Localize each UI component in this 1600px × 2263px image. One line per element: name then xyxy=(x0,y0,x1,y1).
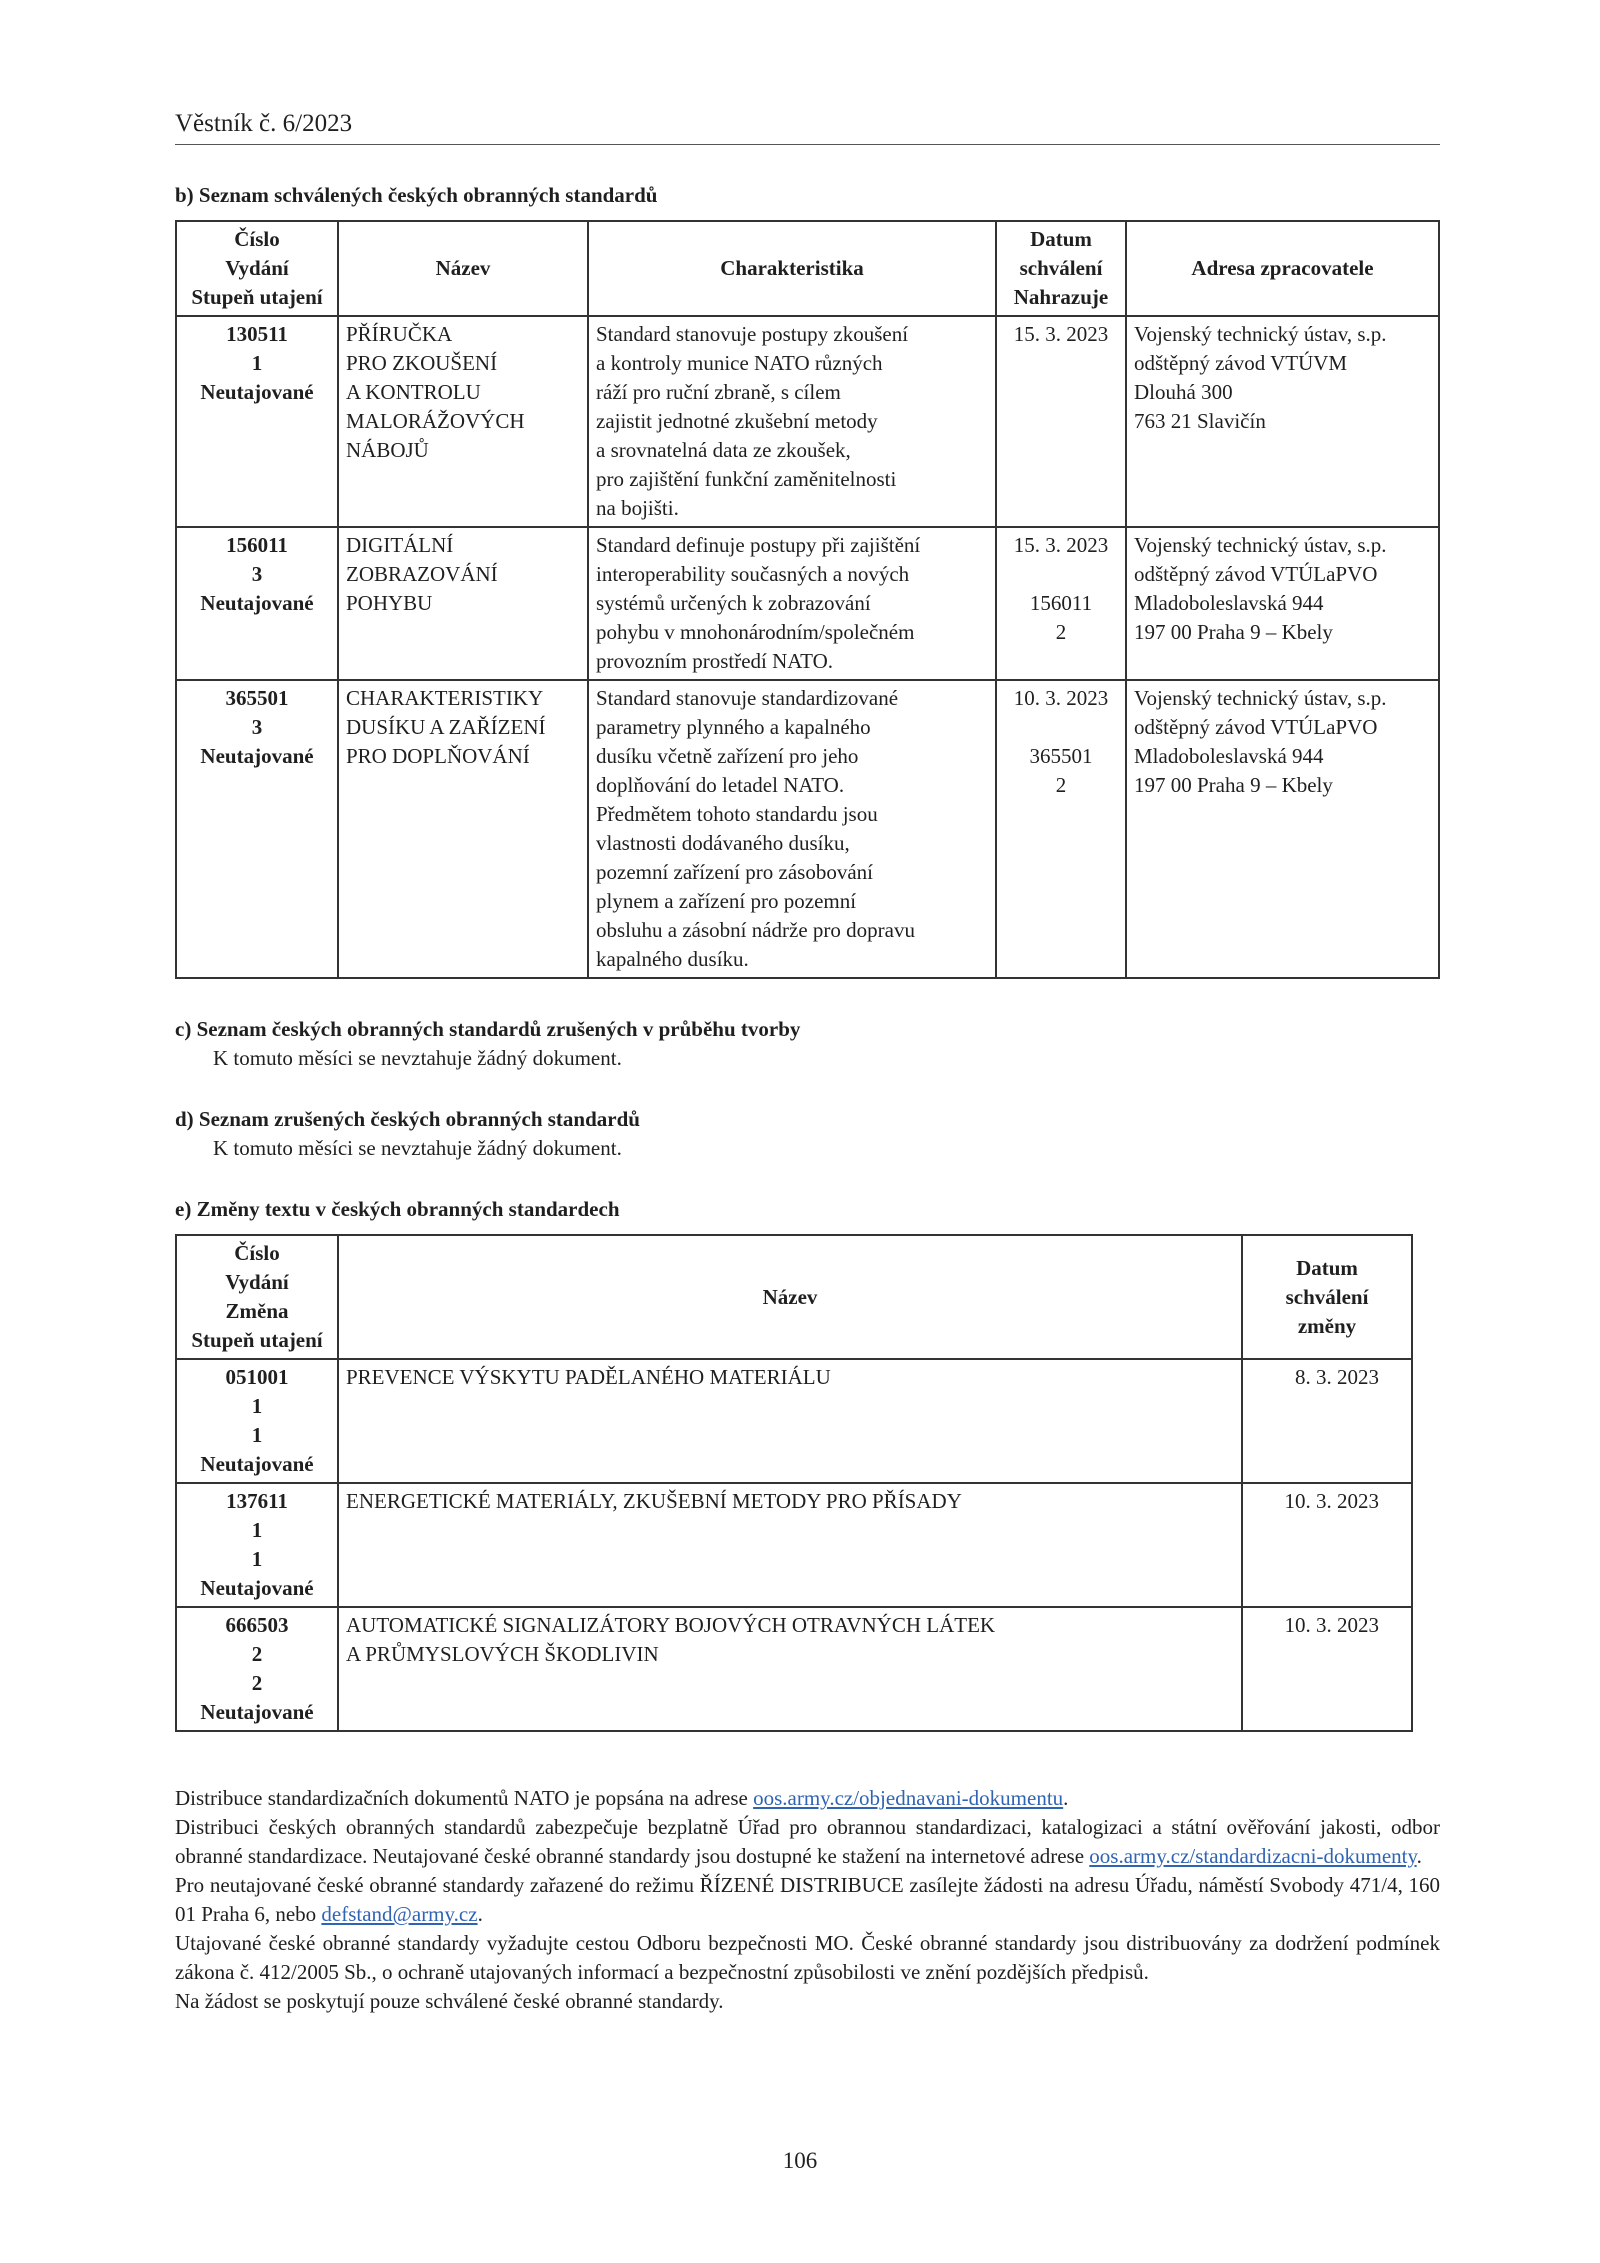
footer-paragraph xyxy=(175,1784,1440,1813)
section-c-title: c) Seznam českých obranných standardů zrušených v průběhu tvorby xyxy=(175,1017,801,1041)
standard-name: AUTOMATICKÉ SIGNALIZÁTORY BOJOVÝCH OTRAVNÝCH LÁTEK A PRŮMYSLOVÝCH ŠKODLIVIN xyxy=(338,1607,1242,1731)
standard-description: Standard stanovuje postupy zkoušení a kontroly munice NATO různých ráží pro ruční zbraně, s cílem zajistit jednotné zkušební metody a srovnatelná data ze zkoušek, pro zajištění funkční zaměnitelnosti na bojišti. xyxy=(588,316,996,527)
col-header-number: Číslo Vydání Stupeň utajení xyxy=(176,221,338,316)
footer-text: Distribuci českých obranných standardů zabezpečuje bezplatně Úřad pro obrannou standardizaci, katalogizaci a státní ověřování jakosti, odbor obranné standardizace. Neutajované české obranné standardy jsou dostupné ke stažení na internetové adrese xyxy=(175,1815,1440,1868)
standard-name: PREVENCE VÝSKYTU PADĚLANÉHO MATERIÁLU xyxy=(338,1359,1242,1483)
standard-name: ENERGETICKÉ MATERIÁLY, ZKUŠEBNÍ METODY PRO PŘÍSADY xyxy=(338,1483,1242,1607)
standard-number: 156011 3 Neutajované xyxy=(176,527,338,680)
table-header-row xyxy=(176,221,1439,316)
footer-paragraph: Utajované české obranné standardy vyžadujte cestou Odboru bezpečnosti MO. České obranné standardy jsou distribuovány za dodržení podmínek zákona č. 412/2005 Sb., o ochraně utajovaných informací a bezpečnostní způsobilosti ve znění pozdějších předpisů. xyxy=(175,1931,1440,1984)
approval-date: 15. 3. 2023 xyxy=(996,316,1126,527)
approval-date: 10. 3. 2023 365501 2 xyxy=(996,680,1126,978)
change-date: 10. 3. 2023 xyxy=(1242,1483,1412,1607)
approved-standards-table xyxy=(175,220,1440,979)
footer-paragraph: Na žádost se poskytují pouze schválené české obranné standardy. xyxy=(175,1989,724,2013)
page-number: 106 xyxy=(782,2148,818,2173)
standards-download-link[interactable]: oos.army.cz/standardizacni-dokumenty xyxy=(1089,1844,1417,1868)
col-header-change-date: Datum schválení změny xyxy=(1242,1235,1412,1359)
table-header-row xyxy=(176,1235,1412,1359)
page-header: Věstník č. 6/2023 xyxy=(175,110,1440,145)
table-row xyxy=(176,316,1439,527)
section-b-title: b) Seznam schválených českých obranných standardů xyxy=(175,183,658,207)
text-changes-table xyxy=(175,1234,1413,1732)
email-link[interactable]: defstand@army.cz xyxy=(321,1902,478,1926)
table-row xyxy=(176,1607,1412,1731)
footer-text: Pro neutajované české obranné standardy zařazené do režimu ŘÍZENÉ DISTRIBUCE zasílejte žádosti na adresu Úřadu, náměstí Svobody 471/4, 160 01 Praha 6, nebo xyxy=(175,1873,1440,1926)
section-d-title: d) Seznam zrušených českých obranných standardů xyxy=(175,1107,640,1131)
processor-address: Vojenský technický ústav, s.p. odštěpný závod VTÚLaPVO Mladoboleslavská 944 197 00 Praha 9 – Kbely xyxy=(1126,527,1439,680)
standard-number: 051001 1 1 Neutajované xyxy=(176,1359,338,1483)
table-row xyxy=(176,527,1439,680)
section-e-title: e) Změny textu v českých obranných standardech xyxy=(175,1197,620,1221)
change-date: 10. 3. 2023 xyxy=(1242,1607,1412,1731)
processor-address: Vojenský technický ústav, s.p. odštěpný závod VTÚLaPVO Mladoboleslavská 944 197 00 Praha 9 – Kbely xyxy=(1126,680,1439,978)
col-header-characteristics: Charakteristika xyxy=(588,221,996,316)
col-header-name: Název xyxy=(338,1235,1242,1359)
standard-number: 130511 1 Neutajované xyxy=(176,316,338,527)
standard-number: 137611 1 1 Neutajované xyxy=(176,1483,338,1607)
standard-name: DIGITÁLNÍ ZOBRAZOVÁNÍ POHYBU xyxy=(338,527,588,680)
section-c-note: K tomuto měsíci se nevztahuje žádný dokument. xyxy=(213,1046,622,1070)
footer-text: . xyxy=(1416,1844,1422,1868)
footer-text: Distribuce standardizačních dokumentů NATO je popsána na adrese xyxy=(175,1786,754,1810)
change-date: 8. 3. 2023 xyxy=(1242,1359,1412,1483)
col-header-name: Název xyxy=(338,221,588,316)
standard-name: PŘÍRUČKA PRO ZKOUŠENÍ A KONTROLU MALORÁŽOVÝCH NÁBOJŮ xyxy=(338,316,588,527)
standard-number: 666503 2 2 Neutajované xyxy=(176,1607,338,1731)
col-header-number: Číslo Vydání Změna Stupeň utajení xyxy=(176,1235,338,1359)
distribution-info xyxy=(175,1784,1440,2016)
footer-text: . xyxy=(477,1902,483,1926)
footer-text: . xyxy=(1063,1786,1069,1810)
standard-name: CHARAKTERISTIKY DUSÍKU A ZAŘÍZENÍ PRO DOPLŇOVÁNÍ xyxy=(338,680,588,978)
footer-paragraph xyxy=(175,1813,1440,1871)
table-row xyxy=(176,1483,1412,1607)
standard-description: Standard stanovuje standardizované parametry plynného a kapalného dusíku včetně zařízení pro jeho doplňování do letadel NATO. Předmětem tohoto standardu jsou vlastnosti dodávaného dusíku, pozemní zařízení pro zásobování plynem a zařízení pro pozemní obsluhu a zásobní nádrže pro dopravu kapalného dusíku. xyxy=(588,680,996,978)
standard-number: 365501 3 Neutajované xyxy=(176,680,338,978)
table-row xyxy=(176,680,1439,978)
approval-date: 15. 3. 2023 156011 2 xyxy=(996,527,1126,680)
col-header-address: Adresa zpracovatele xyxy=(1126,221,1439,316)
section-d-note: K tomuto měsíci se nevztahuje žádný dokument. xyxy=(213,1136,622,1160)
footer-paragraph xyxy=(175,1871,1440,1929)
col-header-date: Datum schválení Nahrazuje xyxy=(996,221,1126,316)
processor-address: Vojenský technický ústav, s.p. odštěpný závod VTÚVM Dlouhá 300 763 21 Slavičín xyxy=(1126,316,1439,527)
table-row xyxy=(176,1359,1412,1483)
standard-description: Standard definuje postupy při zajištění interoperability současných a nových systémů určených k zobrazování pohybu v mnohonárodním/společném provozním prostředí NATO. xyxy=(588,527,996,680)
nato-documents-link[interactable]: oos.army.cz/objednavani-dokumentu xyxy=(753,1786,1064,1810)
